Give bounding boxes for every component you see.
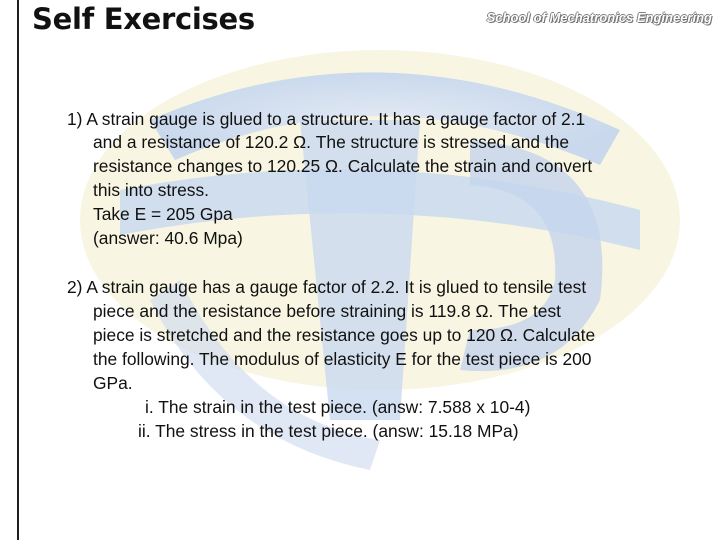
slide-title: Self Exercises bbox=[32, 2, 255, 36]
exercise-2-subquestion-ii: ii. The stress in the test piece. (answ: 15.18 MPa) bbox=[138, 421, 519, 441]
exercise-1-line: 1) A strain gauge is glued to a structure. It has a gauge factor of 2.1 bbox=[67, 109, 586, 129]
exercise-1-answer: (answer: 40.6 Mpa) bbox=[93, 228, 243, 248]
exercise-1-line: and a resistance of 120.2 Ω. The structure is stressed and the bbox=[93, 132, 570, 152]
exercise-2-line: GPa. bbox=[93, 373, 133, 393]
exercise-2-subquestion-i: i. The strain in the test piece. (answ: 7.588 x 10-4) bbox=[145, 397, 531, 417]
exercise-2-line: 2) A strain gauge has a gauge factor of 2.2. It is glued to tensile test bbox=[67, 277, 587, 297]
exercise-2-line: piece and the resistance before straining is 119.8 Ω. The test bbox=[93, 301, 562, 321]
left-divider-line bbox=[17, 0, 19, 540]
exercise-1-line: Take E = 205 Gpa bbox=[93, 204, 233, 224]
school-name-logo: School of Mechatronics Engineering bbox=[486, 10, 712, 25]
exercise-2-line: piece is stretched and the resistance goes up to 120 Ω. Calculate bbox=[93, 325, 596, 345]
exercise-1-line: resistance changes to 120.25 Ω. Calculate the strain and convert bbox=[93, 156, 593, 176]
exercise-1-line: this into stress. bbox=[93, 180, 209, 200]
exercise-2-line: the following. The modulus of elasticity E for the test piece is 200 bbox=[93, 349, 592, 369]
